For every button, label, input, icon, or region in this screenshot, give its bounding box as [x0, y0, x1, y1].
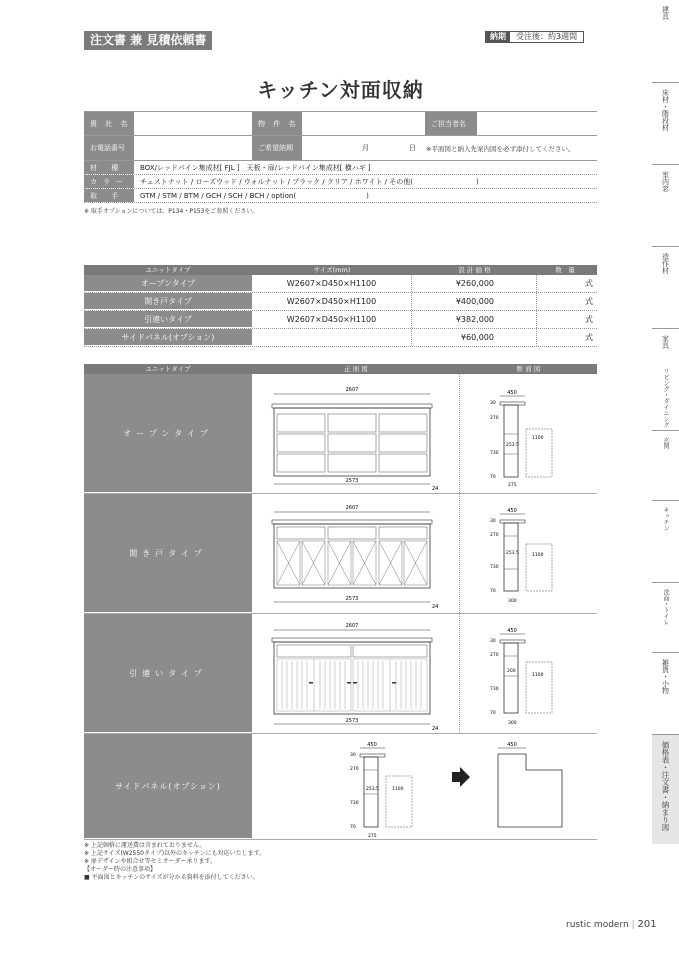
form-row-material — [84, 161, 597, 175]
front-view-open — [252, 374, 460, 493]
unit-type: 引違いタイプ — [84, 311, 252, 328]
dim-h3: 730 — [490, 565, 499, 570]
header-section-view: 断 面 図 — [516, 365, 541, 373]
property-label: 物 件 名 — [252, 112, 302, 135]
unit-price: ¥60,000 — [412, 329, 537, 346]
index-tab[interactable]: 造作材 — [652, 246, 679, 328]
table-row — [84, 293, 597, 311]
table-row — [84, 275, 597, 293]
header-unit-type: ユニットタイプ — [145, 266, 191, 274]
form-row-color — [84, 175, 597, 189]
dim-total: 1100 — [392, 787, 404, 792]
unit-quantity[interactable]: 式 — [585, 333, 593, 342]
document-title: 注文書 兼 見積依頼書 — [84, 31, 212, 50]
page-footer: rustic modern | 201 — [566, 919, 657, 930]
table-row — [84, 311, 597, 329]
page-number: 201 — [637, 919, 657, 930]
section-index — [652, 0, 679, 960]
unit-quantity[interactable]: 式 — [585, 297, 593, 306]
form-row-phone — [84, 136, 597, 161]
dim-depth-top: 450 — [507, 390, 517, 396]
handle-option-note: ※ 取手オプションについては、P134・P153をご参照ください。 — [84, 208, 259, 215]
section-view-sliding — [460, 614, 597, 733]
date-note: ※平面図と納入先案内図を必ず添付してください。 — [426, 144, 575, 153]
index-tab[interactable]: 玄関 — [652, 430, 679, 500]
color-label: カラー — [84, 175, 134, 188]
unit-size: W2607×D450×H1100 — [252, 275, 412, 292]
dim-depth-top: 450 — [367, 742, 377, 748]
notes — [84, 842, 265, 882]
dim-width-top: 2607 — [345, 505, 359, 511]
dim-depth-bottom: 275 — [508, 483, 517, 488]
dim-h4: 70 — [490, 475, 496, 480]
property-field[interactable] — [302, 112, 425, 135]
unit-size — [252, 329, 412, 346]
header-unit-type: ユニットタイプ — [145, 365, 191, 373]
dim-h4: 70 — [350, 825, 356, 830]
side-panel-view — [252, 734, 597, 839]
dim-h3: 730 — [350, 801, 359, 806]
brand-name: rustic modern — [566, 920, 629, 930]
header-price: 設 計 価 格 — [458, 266, 491, 274]
index-tab[interactable]: 洗面・トイレ — [652, 582, 679, 652]
page-title: キッチン対面収納 — [257, 78, 424, 102]
dim-width-top: 2607 — [345, 623, 359, 629]
person-label: ご担当者名 — [425, 112, 477, 135]
dim-inner: 253.5 — [366, 787, 379, 792]
phone-label: お電話番号 — [84, 136, 134, 160]
diagram-label: 開き戸タイプ — [84, 494, 252, 613]
dim-h1: 30 — [490, 519, 496, 524]
dim-h2: 270 — [490, 416, 499, 421]
company-label: 貴 社 名 — [84, 112, 134, 135]
delivery-box — [485, 31, 584, 43]
diagram-row-hinged — [84, 494, 597, 614]
dim-h1: 30 — [350, 753, 356, 758]
diagram-row-side-panel — [84, 734, 597, 840]
dim-after-width: 450 — [507, 742, 517, 748]
color-value[interactable]: チェストナット / ローズウッド / ウォルナット / ブラック / クリア / ホワイト / その他( ) — [140, 177, 479, 186]
diagram-label: サイドパネル(オプション) — [84, 734, 252, 839]
order-form — [84, 111, 597, 215]
dim-width-top: 2607 — [345, 387, 359, 393]
dim-h4: 70 — [490, 589, 496, 594]
company-field[interactable] — [134, 112, 252, 135]
index-tab[interactable]: 床材・階段材 — [652, 82, 679, 164]
note-line: ※ 扉デザインや組合せ等セミオーダー承ります。 — [84, 858, 217, 865]
dim-h3: 730 — [490, 451, 499, 456]
dim-inner: 253.5 — [506, 551, 519, 556]
header-front-view: 正 面 図 — [344, 365, 368, 373]
dim-depth-top: 450 — [507, 628, 517, 634]
section-view-hinged — [460, 494, 597, 613]
dim-edge: 24 — [432, 486, 439, 492]
material-value: BOX/レッドパイン集成材[ FJL ] 天板・扉/レッドパイン集成材[ 横ハギ ] — [140, 163, 371, 172]
dim-edge: 24 — [432, 726, 439, 732]
dim-depth-top: 450 — [507, 508, 517, 514]
dim-depth-bottom: 300 — [508, 721, 517, 726]
note-line: ■ 平面図とキッチンのサイズが分かる資料を添付してください。 — [84, 874, 259, 881]
diagram-table — [84, 364, 597, 840]
price-table-header — [84, 265, 597, 275]
form-row-company — [84, 111, 597, 136]
diagram-row-sliding — [84, 614, 597, 734]
index-tab-active[interactable]: 価格表・注文書・納まり図 — [652, 734, 679, 844]
date-label: ご希望納期 — [252, 136, 302, 160]
unit-type: オープンタイプ — [84, 275, 252, 292]
index-tab[interactable]: 室内窓 — [652, 164, 679, 246]
front-view-hinged — [252, 494, 460, 613]
front-view-sliding — [252, 614, 460, 733]
dim-width-bottom: 2573 — [345, 478, 359, 484]
unit-type: サイドパネル(オプション) — [84, 329, 252, 346]
dim-h2: 270 — [350, 767, 359, 772]
date-field[interactable] — [302, 136, 597, 160]
unit-size: W2607×D450×H1100 — [252, 311, 412, 328]
dim-edge: 24 — [432, 604, 439, 610]
dim-total: 1100 — [532, 673, 544, 678]
dim-width-bottom: 2573 — [345, 596, 359, 602]
unit-quantity[interactable]: 式 — [585, 279, 593, 288]
unit-price: ¥382,000 — [412, 311, 537, 328]
header-size: サイズ(mm) — [313, 266, 351, 274]
unit-quantity[interactable]: 式 — [585, 315, 593, 324]
handle-value[interactable]: GTM / STM / BTM / GCH / SCH / BCH / option( ) — [140, 191, 369, 200]
dim-depth-bottom: 300 — [508, 599, 517, 604]
dim-total: 1100 — [532, 553, 544, 558]
note-line: ※ 上記価格に運送費は含まれておりません。 — [84, 842, 206, 849]
diagram-label: オープンタイプ — [84, 374, 252, 493]
dim-h1: 30 — [490, 401, 496, 406]
index-tab[interactable]: 雑貨・小物 — [652, 652, 679, 734]
person-field[interactable] — [477, 112, 597, 135]
dim-inner: 200 — [507, 669, 516, 674]
dim-depth-bottom: 275 — [368, 834, 377, 839]
dim-h2: 270 — [490, 653, 499, 658]
index-tab[interactable]: 家具 — [652, 328, 679, 360]
delivery-value: 受注後：約3週間 — [516, 32, 578, 41]
handle-label: 取 手 — [84, 189, 134, 202]
index-tab[interactable]: リビング・ダイニング — [662, 368, 669, 428]
dim-h3: 730 — [490, 687, 499, 692]
index-tab[interactable]: キッチン — [652, 500, 679, 582]
dim-inner: 253.5 — [506, 443, 519, 448]
unit-price: ¥260,000 — [412, 275, 537, 292]
section-view-open — [460, 374, 597, 493]
note-line: ※ 上記サイズ(W2550タイプ)以外のキッチンにも対応いたします。 — [84, 850, 266, 857]
unit-price: ¥400,000 — [412, 293, 537, 310]
unit-size: W2607×D450×H1100 — [252, 293, 412, 310]
delivery-label: 納期 — [486, 32, 510, 42]
dim-h1: 30 — [490, 639, 496, 644]
index-tab[interactable]: 建具 — [661, 6, 670, 20]
dim-h4: 70 — [490, 711, 496, 716]
diagram-row-open — [84, 374, 597, 494]
phone-field[interactable] — [134, 136, 252, 160]
dim-h2: 270 — [490, 533, 499, 538]
diagram-label: 引違いタイプ — [84, 614, 252, 733]
month-label: 月 — [362, 144, 369, 152]
diagram-table-header — [84, 364, 597, 374]
dim-total: 1100 — [532, 436, 544, 441]
header-quantity: 数 量 — [555, 266, 575, 274]
unit-type: 開き戸タイプ — [84, 293, 252, 310]
note-line: 【オーダー時の注意事項】 — [84, 866, 157, 873]
price-table — [84, 265, 597, 347]
day-label: 日 — [409, 144, 416, 152]
arrow-right-icon — [452, 767, 470, 787]
material-label: 材 種 — [84, 161, 134, 174]
dim-width-bottom: 2573 — [345, 718, 359, 724]
table-row — [84, 329, 597, 347]
form-row-handle — [84, 189, 597, 203]
